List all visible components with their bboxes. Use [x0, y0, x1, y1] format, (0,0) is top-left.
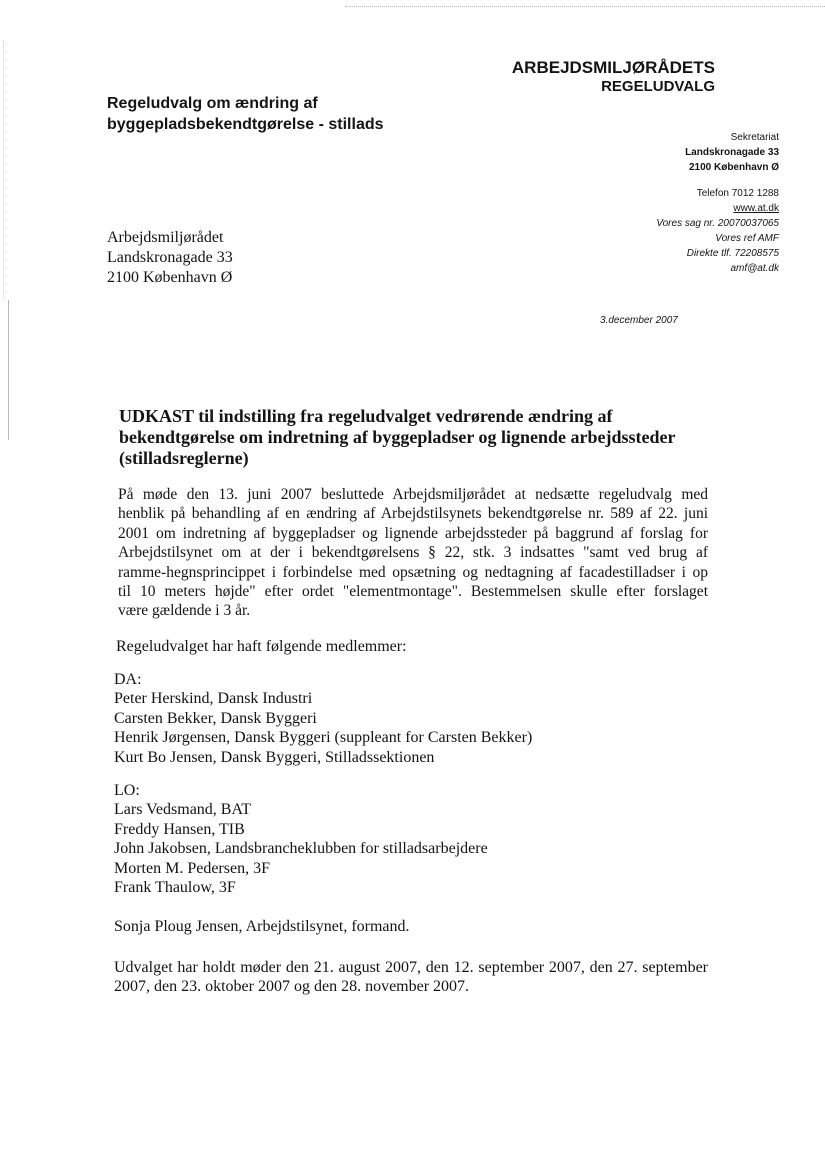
sender-label: Sekretariat: [730, 132, 779, 143]
intro-line-2: henblik på behandling af en ændring af Arbejdstilsynets bekendtgørelse nr. 589 af 22. juni: [118, 505, 708, 523]
letterhead-org-line1: ARBEJDSMILJØRÅDETS: [511, 58, 715, 77]
intro-line-3: 2001 om indretning af byggepladser og lignende arbejdssteder på baggrund af forslag for: [118, 524, 708, 542]
list-item: Morten M. Pedersen, 3F: [114, 859, 270, 877]
intro-line-4: Arbejdstilsynet om at der i bekendtgørelsens § 22, stk. 3 indsattes "samt ved brug af: [118, 544, 708, 562]
intro-line-6: til 10 meters højde" efter ordet "elementmontage". Bestemmelsen skulle efter forslaget: [118, 583, 708, 601]
sender-ref: Vores ref AMF: [715, 233, 779, 244]
letterhead-org: [512, 58, 715, 95]
sender-block: [656, 130, 779, 276]
sender-case-no: Vores sag nr. 20070037065: [656, 218, 779, 229]
list-item: Peter Herskind, Dansk Industri: [114, 690, 313, 708]
intro-line-7: være gældende i 3 år.: [118, 602, 251, 620]
list-item: Kurt Bo Jensen, Dansk Byggeri, Stilladssektionen: [114, 748, 435, 766]
scan-border-top: [345, 6, 825, 7]
recipient-city: 2100 København Ø: [107, 269, 233, 286]
recipient-street: Landskronagade 33: [107, 249, 233, 266]
members-intro: Regeludvalget har haft følgende medlemmer:: [116, 638, 407, 655]
letterhead-org-line2: REGELUDVALG: [601, 78, 715, 95]
sender-email-link[interactable]: amf@at.dk: [730, 263, 779, 274]
recipient-address: [107, 228, 233, 288]
scan-border-left: [8, 300, 9, 440]
document-heading-line1: UDKAST til indstilling fra regeludvalget vedrørende ændring af: [119, 406, 613, 426]
list-item: Freddy Hansen, TIB: [114, 820, 245, 838]
lo-member-list: [114, 781, 488, 897]
list-item: Frank Thaulow, 3F: [114, 879, 236, 897]
committee-title-line2: byggepladsbekendtgørelse - stillads: [107, 116, 384, 133]
intro-line-5: ramme-hegnsprincippet i forbindelse med opsætning og nedtagning af facadestilladser i op: [118, 563, 708, 581]
document-heading: [119, 406, 676, 469]
meetings-line-1: Udvalget har holdt møder den 21. august 2007, den 12. september 2007, den 27. september: [114, 959, 708, 976]
sender-direct-phone: Direkte tlf. 72208575: [686, 248, 779, 259]
committee-title-line1: Regeludvalg om ændring af: [107, 95, 318, 112]
sender-phone: Telefon 7012 1288: [696, 188, 779, 199]
sender-street: Landskronagade 33: [685, 147, 779, 158]
da-label: DA:: [114, 671, 142, 688]
da-member-list: [114, 670, 532, 767]
recipient-name: Arbejdsmiljørådet: [107, 229, 224, 246]
intro-line-1: På møde den 13. juni 2007 besluttede Arbejdsmiljørådet at nedsætte regeludvalg med: [118, 486, 708, 503]
sender-city: 2100 København Ø: [688, 162, 779, 173]
document-heading-line2: bekendtgørelse om indretning af byggepladser og lignende arbejdssteder: [119, 427, 676, 447]
sender-website-link[interactable]: www.at.dk: [733, 203, 779, 214]
committee-title: [107, 93, 384, 135]
meetings-paragraph: [114, 958, 708, 997]
document-heading-line3: (stilladsreglerne): [119, 448, 249, 468]
list-item: Carsten Bekker, Dansk Byggeri: [114, 709, 317, 727]
lo-label: LO:: [114, 782, 140, 799]
list-item: Lars Vedsmand, BAT: [114, 801, 252, 819]
letter-date: 3.december 2007: [600, 315, 678, 326]
scan-border-left-faint: [3, 40, 4, 300]
chair-line: Sonja Ploug Jensen, Arbejdstilsynet, formand.: [114, 918, 410, 935]
list-item: Henrik Jørgensen, Dansk Byggeri (suppleant for Carsten Bekker): [114, 729, 533, 747]
meetings-line-2: 2007, den 23. oktober 2007 og den 28. november 2007.: [114, 978, 470, 996]
intro-paragraph: [118, 485, 708, 621]
list-item: John Jakobsen, Landsbrancheklubben for stilladsarbejdere: [114, 840, 488, 858]
